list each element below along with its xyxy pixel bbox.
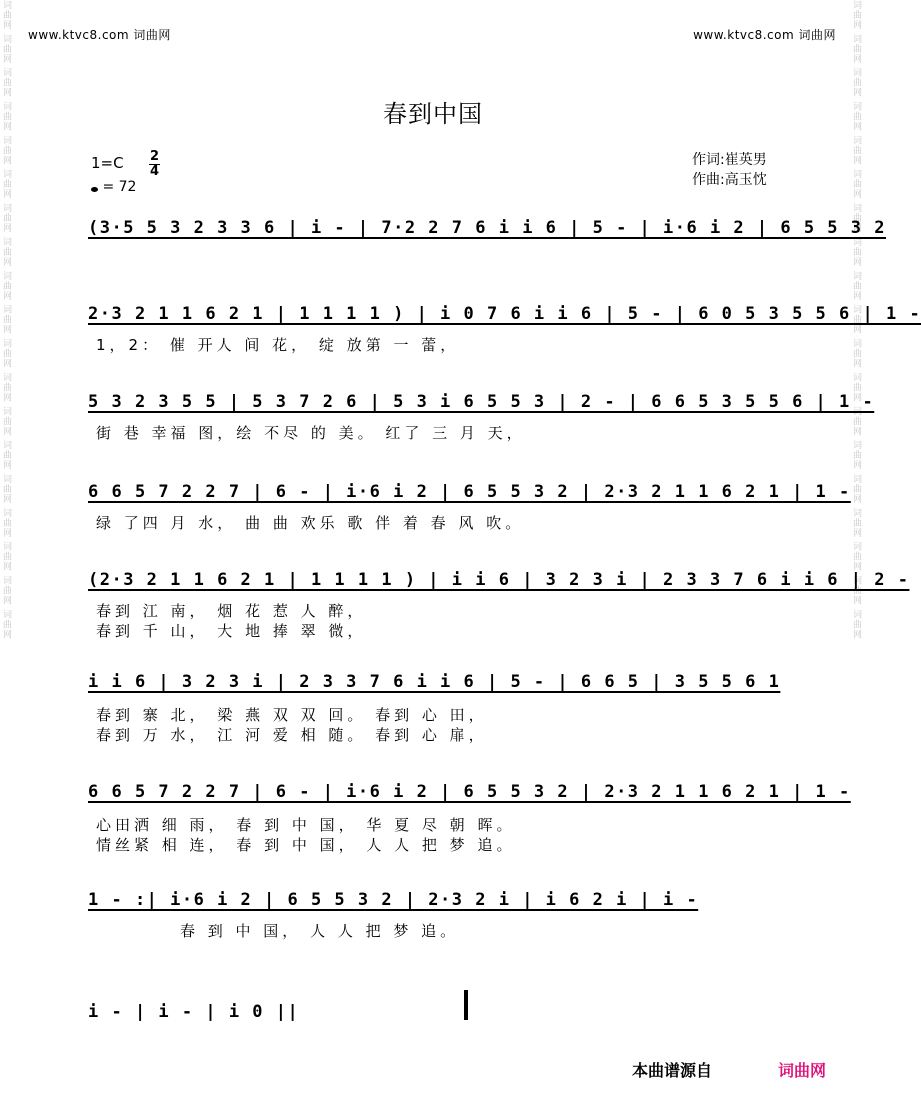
final-barline [464, 990, 468, 1020]
notation: i - | i - | i 0 || [88, 1002, 300, 1022]
meter-top: 2 [149, 149, 160, 164]
lyric-line: 春到 千 山， 大 地 捧 翠 微， [96, 622, 367, 640]
watermark-text: 词曲网 词曲网 词曲网 词曲网 词曲网 词曲网 词曲网 词曲网 词曲网 词曲网 词曲网 词曲网 词曲网 词曲网 词曲网 词曲网 词曲网 词曲网 词曲网 [851, 0, 861, 640]
lyric-line: 春到 江 南， 烟 花 惹 人 醉， [96, 602, 367, 620]
notation: (3·5 5 3 2 3 3 6 | i - | 7·2 2 7 6 i i 6 | 5 - | i·6 i 2 | 6 5 5 3 2 [88, 218, 886, 238]
left-watermark-strip [0, 0, 16, 1106]
song-title: 春到中国 [383, 100, 483, 128]
score-line-9 [88, 994, 760, 1030]
lyric-line: 情丝紧 相 连， 春 到 中 国， 人 人 把 梦 追。 [96, 836, 516, 854]
score-line-1 [88, 210, 886, 246]
lyricist: 作词:崔英男 [692, 152, 767, 168]
footer-source-label: 本曲谱源自 [632, 1061, 713, 1080]
footer-brand-link[interactable]: 词曲网 [778, 1061, 827, 1080]
notation: 6 6 5 7 2 2 7 | 6 - | i·6 i 2 | 6 5 5 3 2 | 2·3 2 1 1 6 2 1 | 1 - [88, 482, 851, 502]
lyric-line: 春 到 中 国， 人 人 把 梦 追。 [180, 922, 460, 940]
watermark-text: 词曲网 词曲网 词曲网 词曲网 词曲网 词曲网 词曲网 词曲网 词曲网 词曲网 词曲网 词曲网 词曲网 词曲网 词曲网 词曲网 词曲网 词曲网 词曲网 [1, 0, 11, 640]
score-line-7 [88, 774, 851, 810]
notation: i i 6 | 3 2 3 i | 2 3 3 7 6 i i 6 | 5 - | 6 6 5 | 3 5 5 6 1 [88, 672, 781, 692]
score-line-2 [88, 296, 921, 332]
time-signature [149, 150, 160, 179]
lyric-line: 街 巷 幸福 图，绘 不尽 的 美。 红了 三 月 天， [96, 424, 526, 442]
key-signature: 1=C [91, 154, 124, 172]
score-line-4 [88, 474, 851, 510]
lyric-line: 心田洒 细 雨， 春 到 中 国， 华 夏 尽 朝 晖。 [96, 816, 516, 834]
score-line-6 [88, 664, 781, 700]
credits [692, 150, 767, 190]
score-line-8 [88, 882, 760, 918]
notation: 5 3 2 3 5 5 | 5 3 7 2 6 | 5 3 i 6 5 5 3 | 2 - | 6 6 5 3 5 5 6 | 1 - [88, 392, 875, 412]
right-watermark-strip [850, 0, 866, 1106]
lyric-line: 春到 寨 北， 梁 燕 双 双 回。 春到 心 田， [96, 706, 488, 724]
tempo-value: = 72 [102, 179, 137, 195]
composer: 作曲:高玉忱 [692, 172, 767, 188]
lyric-line: 1，2： 催 开人 间 花， 绽 放第 一 蕾， [96, 336, 460, 354]
score-line-5 [88, 562, 910, 598]
tempo-marking [91, 179, 136, 195]
score-line-3 [88, 384, 875, 420]
lyric-line: 绿 了四 月 水， 曲 曲 欢乐 歌 伴 着 春 风 吹。 [96, 514, 525, 532]
lyric-line: 春到 万 水， 江 河 爱 相 随。 春到 心 扉， [96, 726, 488, 744]
header-right-site[interactable]: www.ktvc8.com 词曲网 [693, 28, 836, 42]
notation: 2·3 2 1 1 6 2 1 | 1 1 1 1 ) | i 0 7 6 i i 6 | 5 - | 6 0 5 3 5 5 6 | 1 - [88, 304, 921, 324]
header-left-site[interactable]: www.ktvc8.com 词曲网 [28, 28, 171, 42]
meter-bottom: 4 [149, 164, 160, 179]
notation: 1 - :| i·6 i 2 | 6 5 5 3 2 | 2·3 2 i | i 6 2 i | i - [88, 890, 699, 910]
notation: 6 6 5 7 2 2 7 | 6 - | i·6 i 2 | 6 5 5 3 2 | 2·3 2 1 1 6 2 1 | 1 - [88, 782, 851, 802]
quarter-note-icon [91, 187, 98, 192]
notation: (2·3 2 1 1 6 2 1 | 1 1 1 1 ) | i i 6 | 3 2 3 i | 2 3 3 7 6 i i 6 | 2 - [88, 570, 910, 590]
